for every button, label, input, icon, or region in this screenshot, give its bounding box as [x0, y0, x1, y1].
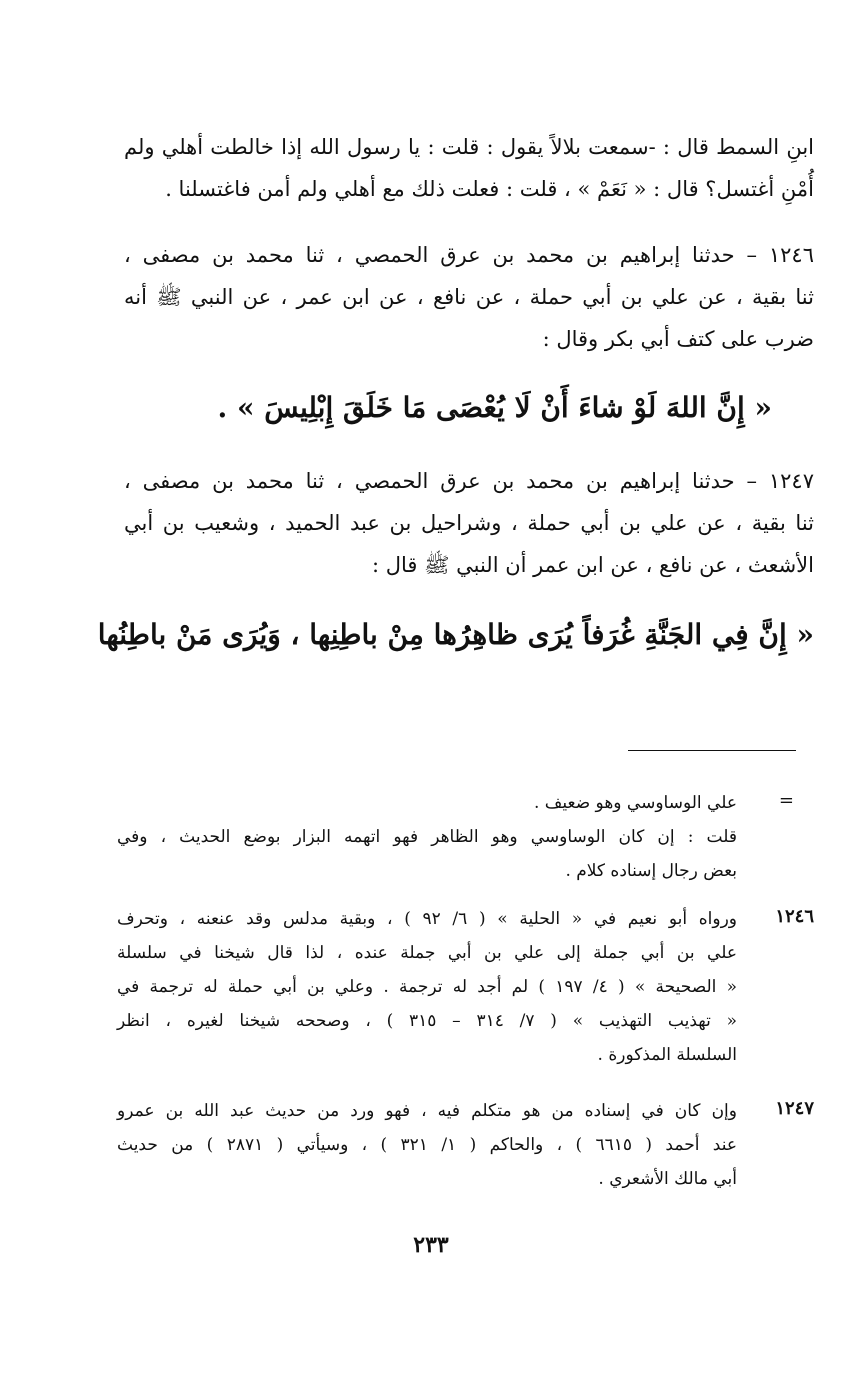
text-line: أبي مالك الأشعري . [598, 1169, 737, 1189]
hadith-1246-text: « إِنَّ اللهَ لَوْ شاءَ أَنْ لَا يُعْصَى مَا خَلَقَ إِبْلِيسَ » . [217, 391, 772, 424]
text-line: قلت : إن كان الوساوسي وهو الظاهر فهو اتهمه البزار بوضع الحديث ، وفي [117, 827, 737, 847]
hadith-1246-isnad [124, 234, 814, 360]
footnote-number: ١٢٤٧ [775, 1098, 814, 1119]
text-line: ابنِ السمط قال : ‑سمعت بلالاً يقول : قلت : يا رسول الله إذا خالطت أهلي ولم [124, 135, 814, 159]
text-line: السلسلة المذكورة . [597, 1045, 737, 1065]
text-line: علي الوساوسي وهو ضعيف . [533, 793, 737, 813]
text-line: علي بن أبي جملة إلى علي بن أبي جملة عنده ، لذا قال شيخنا في سلسلة [117, 943, 737, 963]
footnote-1247 [117, 1094, 737, 1196]
text-line: عند أحمد ( ٦٦١٥ ) ، والحاكم ( ١/ ٣٢١ ) ، وسيأتي ( ٢٨٧١ ) من حديث [117, 1135, 737, 1155]
text-line: وإن كان في إسناده من هو متكلم فيه ، فهو ورد من حديث عبد الله بن عمرو [117, 1101, 737, 1121]
page-number: ٢٣٣ [413, 1232, 449, 1258]
text-line: ١٢٤٦ – حدثنا إبراهيم بن محمد بن عرق الحمصي ، ثنا محمد بن مصفى ، [124, 243, 814, 267]
text-line: « الصحيحة » ( ٤/ ١٩٧ ) لم أجد له ترجمة . وعلي بن أبي حملة له ترجمة في [117, 977, 737, 997]
text-line: بعض رجال إسناده كلام . [565, 861, 737, 881]
text-line: ١٢٤٧ – حدثنا إبراهيم بن محمد بن عرق الحمصي ، ثنا محمد بن مصفى ، [124, 469, 814, 493]
text-line: ثنا بقية ، عن علي بن أبي حملة ، وشراحيل بن عبد الحميد ، وشعيب بن أبي [124, 511, 814, 535]
text-line: ورواه أبو نعيم في « الحلية » ( ٦/ ٩٢ ) ، وبقية مدلس وقد عنعنه ، وتحرف [117, 909, 737, 929]
footnote-1246 [117, 902, 737, 1072]
footnote-continuation [117, 820, 737, 888]
text-line: ثنا بقية ، عن علي بن أبي حملة ، عن نافع ، عن ابن عمر ، عن النبي ﷺ أنه [124, 285, 814, 309]
text-line: الأشعث ، عن نافع ، عن ابن عمر أن النبي ﷺ قال : [371, 553, 814, 577]
hadith-1247-isnad [124, 460, 814, 586]
intro-paragraph [124, 126, 814, 210]
text-line: ضرب على كتف أبي بكر وقال : [542, 327, 814, 351]
continuation-marker: = [778, 790, 794, 811]
hadith-1247-text: « إِنَّ فِي الجَنَّةِ غُرَفاً يُرَى ظاهِرُها مِنْ باطِنِها ، وَيُرَى مَنْ باطِنُها [97, 618, 814, 651]
text-line: أُمْنِ أغتسل؟ قال : « نَعَمْ » ، قلت : فعلت ذلك مع أهلي ولم أمن فاغتسلنا . [165, 177, 814, 201]
footnote-divider [628, 750, 796, 751]
text-line: « تهذيب التهذيب » ( ٧/ ٣١٤ – ٣١٥ ) ، وصححه شيخنا لغيره ، انظر [117, 1011, 737, 1031]
footnote-number: ١٢٤٦ [775, 906, 814, 927]
footnote-continuation-first [107, 786, 737, 820]
